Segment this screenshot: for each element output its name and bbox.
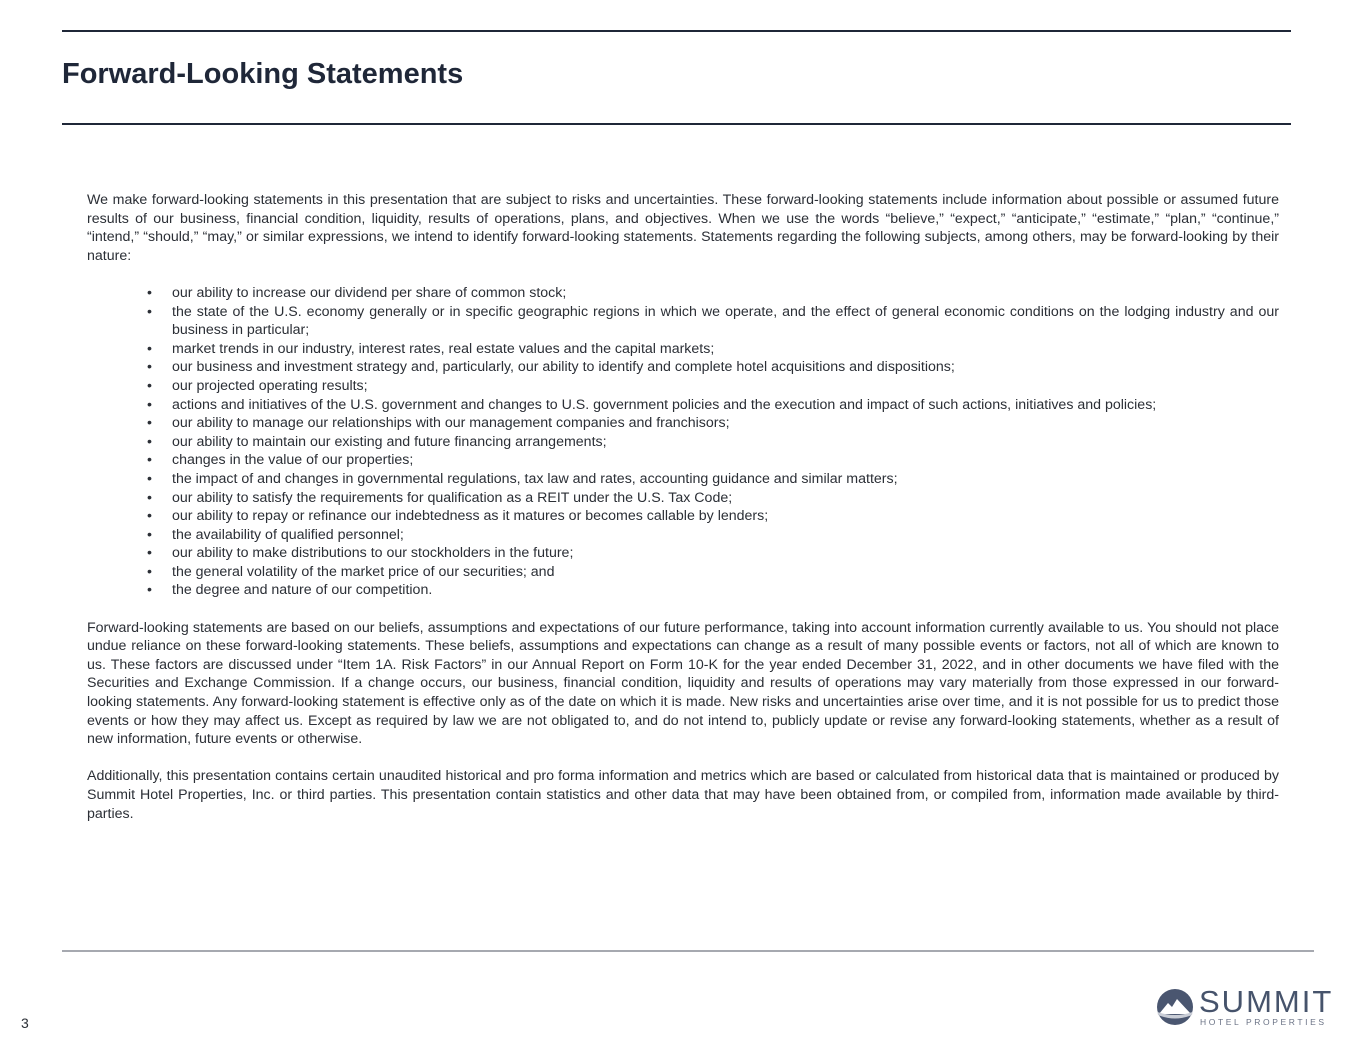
bullet-marker: •	[147, 377, 152, 394]
bullet-item	[147, 470, 1279, 489]
bullet-item	[147, 544, 1279, 563]
bullet-text: our ability to manage our relationships with our management companies and franchisors;	[172, 415, 730, 432]
bullet-text: market trends in our industry, interest rates, real estate values and the capital markets;	[172, 340, 715, 357]
bullet-marker: •	[147, 284, 152, 301]
bullet-item	[147, 414, 1279, 433]
risk-bullet-list	[87, 284, 1279, 600]
bullet-marker: •	[147, 452, 152, 469]
disclaimer-paragraph: Additionally, this presentation contains certain unaudited historical and pro forma information and metrics which are based or calculated from historical data that is maintained or produced by Summit Hotel Properties, Inc. or third parties. This presentation contain statistics and other data that may have been obtained from, or compiled from, information made available by third-parties.	[87, 768, 1279, 822]
bullet-text: changes in the value of our properties;	[172, 452, 414, 469]
bullet-text: the state of the U.S. economy generally or in specific geographic regions in which we operate, and the effect of general economic conditions on the lodging industry and our business in particular;	[172, 303, 1279, 339]
bullet-marker: •	[147, 340, 152, 357]
bullet-item	[147, 377, 1279, 396]
beliefs-paragraph: Forward-looking statements are based on our beliefs, assumptions and expectations of our future performance, taking into account information currently available to us. You should not place undue reliance on these forward-looking statements. These beliefs, assumptions and expectations can change as a result of many possible events or factors, not all of which are known to us. These factors are discussed under “Item 1A. Risk Factors” in our Annual Report on Form 10-K for the year ended December 31, 2022, and in other documents we have filed with the Securities and Exchange Commission. If a change occurs, our business, financial condition, liquidity and results of operations may vary materially from those expressed in our forward-looking statements. Any forward-looking statement is effective only as of the date on which it is made. New risks and uncertainties arise over time, and it is not possible for us to predict those events or how they may affect us. Except as required by law we are not obligated to, and do not intend to, publicly update or revise any forward-looking statements, whether as a result of new information, future events or otherwise.	[87, 619, 1279, 748]
bullet-item	[147, 396, 1279, 415]
footer-rule	[62, 950, 1314, 952]
bullet-marker: •	[147, 303, 152, 320]
logo-wordmark: SUMMIT	[1199, 984, 1334, 1019]
bullet-text: our ability to repay or refinance our indebtedness as it matures or becomes callable by lenders;	[172, 508, 769, 525]
top-rule	[62, 30, 1291, 32]
bullet-marker: •	[147, 582, 152, 599]
bullet-item	[147, 581, 1279, 600]
bullet-item	[147, 303, 1279, 340]
bullet-text: the degree and nature of our competition.	[172, 582, 433, 599]
bullet-item	[147, 358, 1279, 377]
bullet-text: the availability of qualified personnel;	[172, 526, 404, 543]
bullet-text: our ability to make distributions to our stockholders in the future;	[172, 545, 574, 562]
bullet-marker: •	[147, 545, 152, 562]
bullet-marker: •	[147, 563, 152, 580]
bullet-text: actions and initiatives of the U.S. government and changes to U.S. government policies and the execution and impact of such actions, initiatives and policies;	[172, 396, 1157, 413]
bullet-text: the impact of and changes in governmental regulations, tax law and rates, accounting guidance and similar matters;	[172, 470, 898, 487]
bullet-item	[147, 284, 1279, 303]
bullet-text: our projected operating results;	[172, 377, 368, 394]
bullet-marker: •	[147, 433, 152, 450]
bullet-marker: •	[147, 508, 152, 525]
bullet-text: our business and investment strategy and, particularly, our ability to identify and complete hotel acquisitions and dispositions;	[172, 359, 955, 376]
statement-body	[87, 191, 1279, 823]
page-title: Forward-Looking Statements	[62, 58, 464, 90]
bullet-item	[147, 526, 1279, 545]
bullet-item	[147, 489, 1279, 508]
bullet-text: our ability to satisfy the requirements for qualification as a REIT under the U.S. Tax Code;	[172, 489, 733, 506]
bullet-text: our ability to maintain our existing and future financing arrangements;	[172, 433, 607, 450]
bullet-text: our ability to increase our dividend per share of common stock;	[172, 284, 567, 301]
title-rule	[62, 123, 1291, 125]
bullet-marker: •	[147, 489, 152, 506]
summit-logo	[1156, 984, 1334, 1028]
bullet-item	[147, 433, 1279, 452]
intro-paragraph: We make forward-looking statements in this presentation that are subject to risks and uncertainties. These forward-looking statements include information about possible or assumed future results of our business, financial condition, liquidity, results of operations, plans, and objectives. When we use the words “believe,” “expect,” “anticipate,” “estimate,” “plan,” “continue,” “intend,” “should,” “may,” or similar expressions, we intend to identify forward-looking statements. Statements regarding the following subjects, among others, may be forward-looking by their nature:	[87, 192, 1279, 264]
bullet-item	[147, 507, 1279, 526]
bullet-text: the general volatility of the market price of our securities; and	[172, 563, 555, 580]
page-number: 3	[21, 1015, 29, 1031]
bullet-marker: •	[147, 359, 152, 376]
bullet-marker: •	[147, 526, 152, 543]
bullet-marker: •	[147, 470, 152, 487]
mountain-icon	[1156, 988, 1194, 1026]
bullet-marker: •	[147, 415, 152, 432]
bullet-item	[147, 563, 1279, 582]
bullet-item	[147, 451, 1279, 470]
bullet-marker: •	[147, 396, 152, 413]
logo-tagline: HOTEL PROPERTIES	[1200, 1017, 1327, 1027]
bullet-item	[147, 340, 1279, 359]
